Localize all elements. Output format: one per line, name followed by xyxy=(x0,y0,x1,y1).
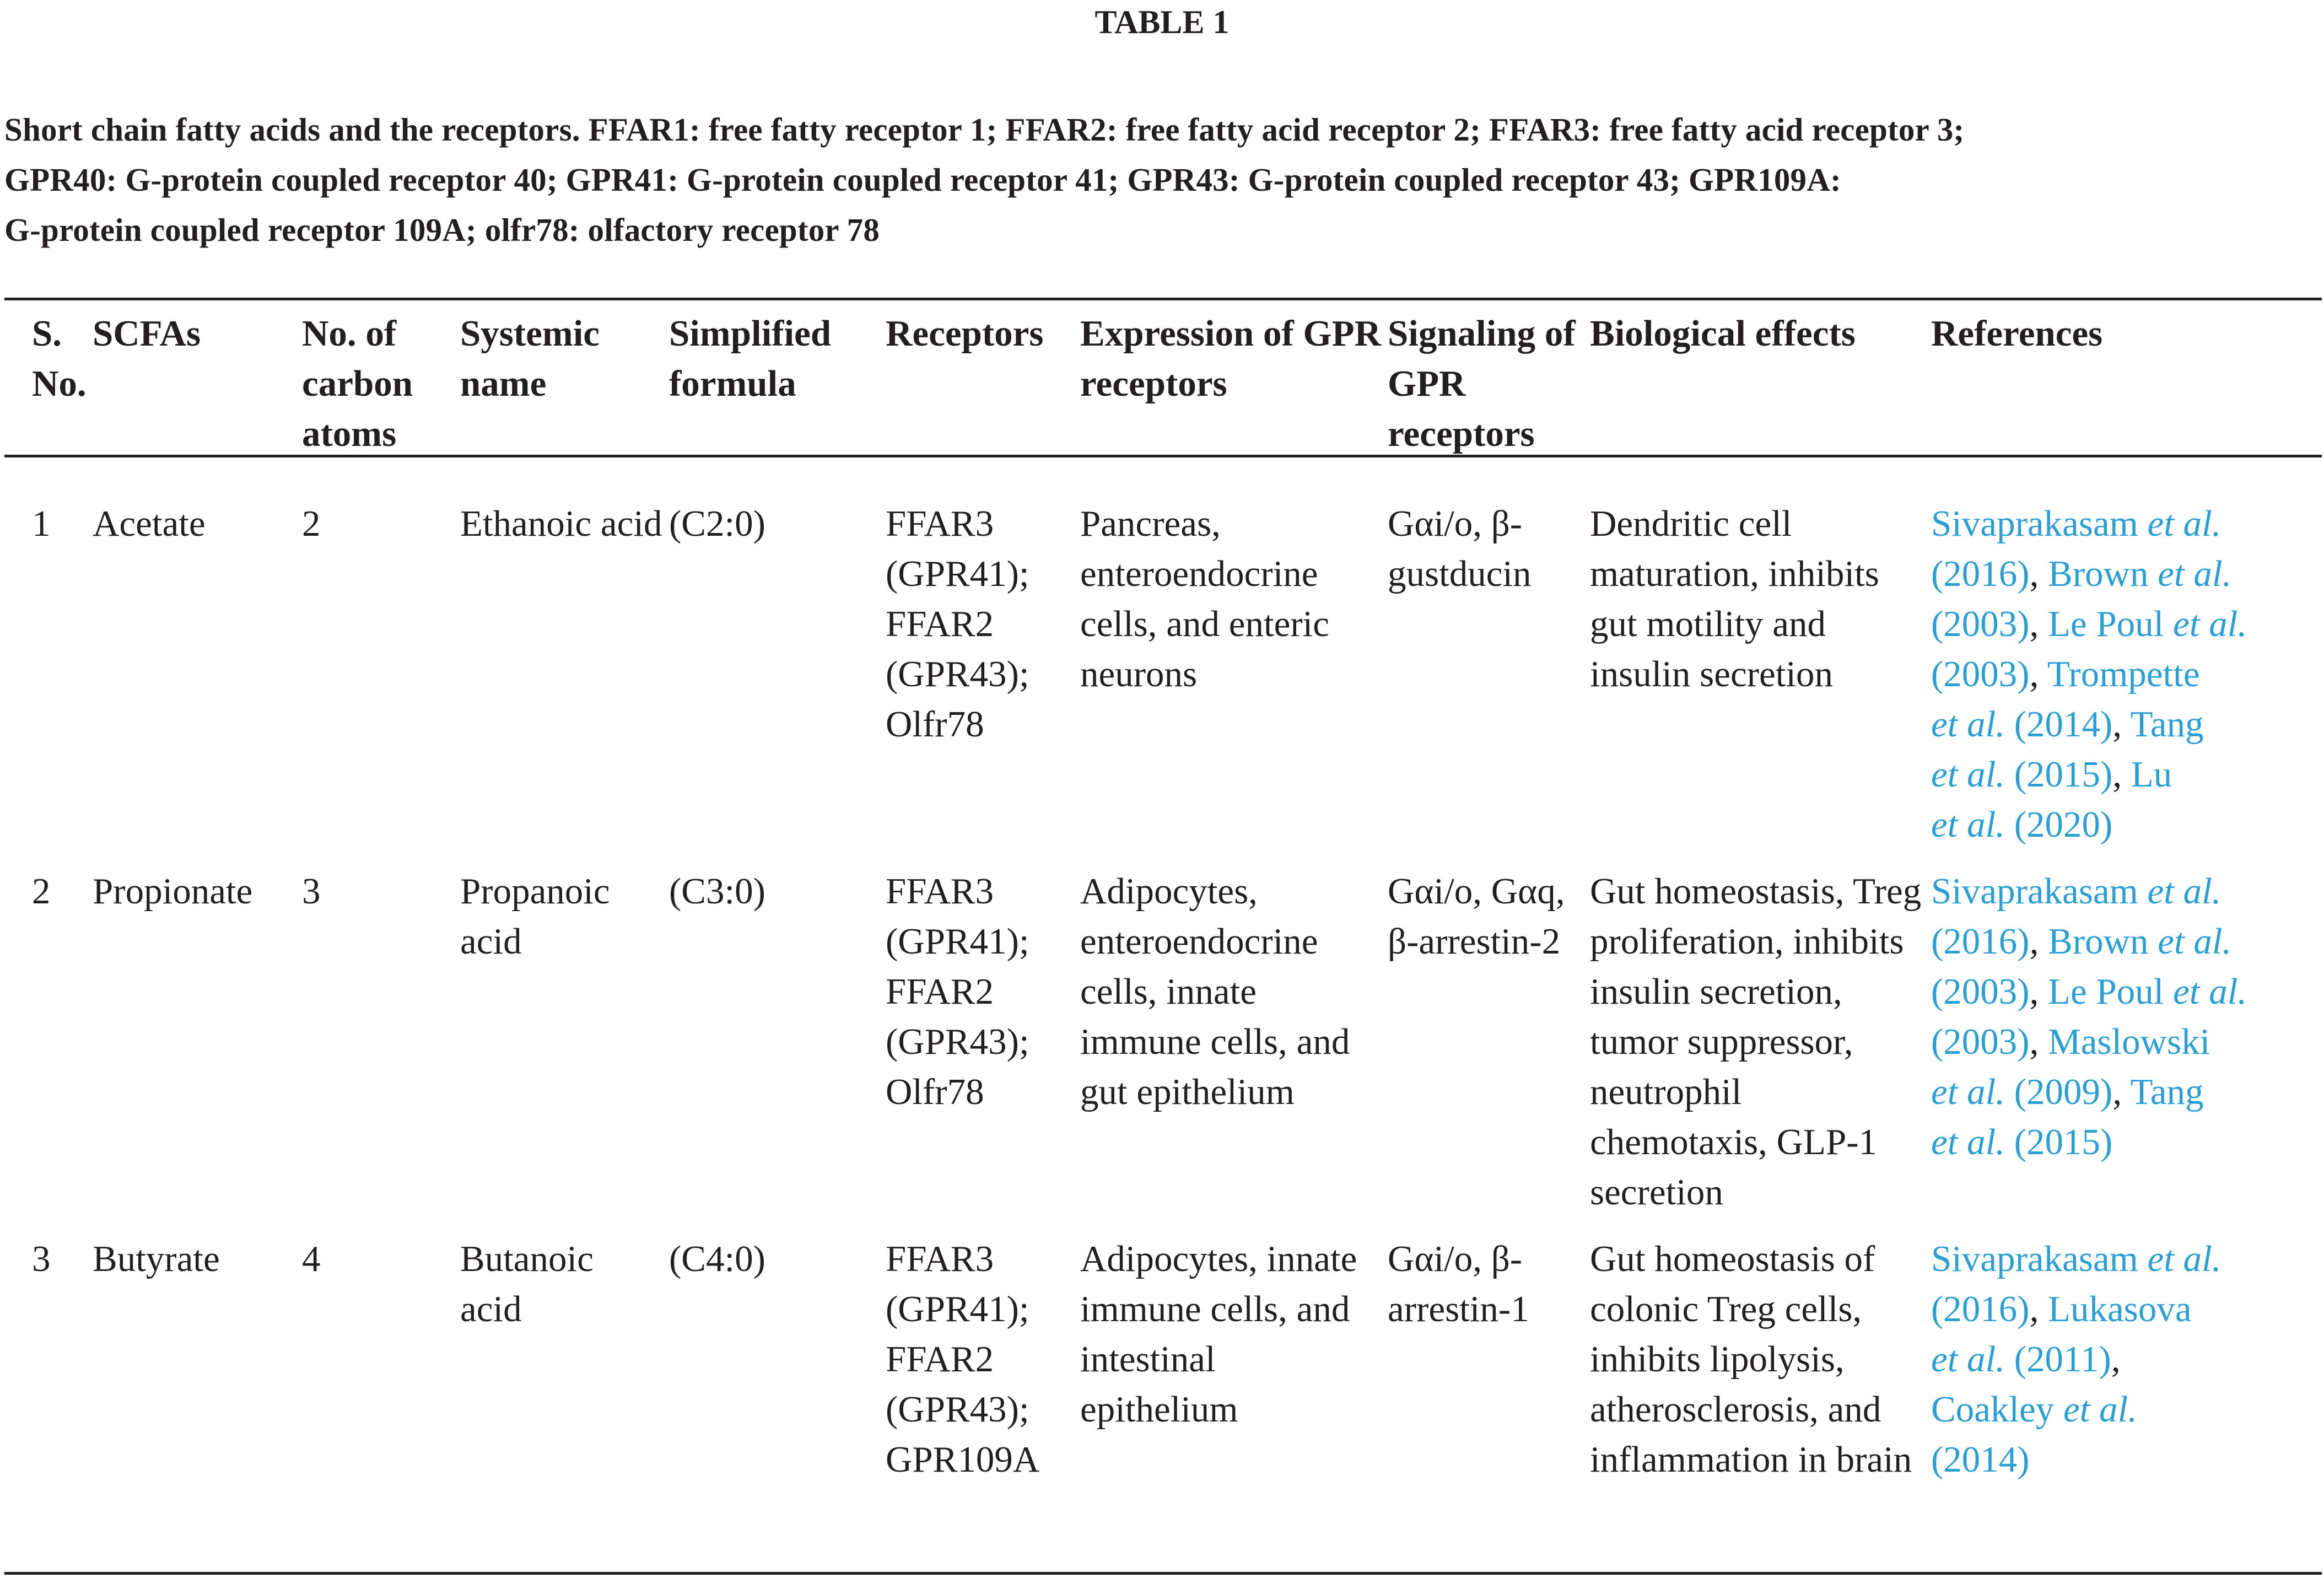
cell-systemic-name: Ethanoic acid xyxy=(460,503,662,544)
citation-link[interactable]: et al. xyxy=(1931,1339,2005,1380)
reference-line xyxy=(1931,1117,2316,1167)
citation-link[interactable]: Coakley et al. xyxy=(1931,1389,2137,1430)
table-bottom-rule xyxy=(4,1572,2322,1575)
citation-link[interactable]: (2016) xyxy=(1931,553,2030,594)
table-label: TABLE 1 xyxy=(1094,4,1230,40)
citation-link[interactable]: (2003) xyxy=(1931,604,2030,644)
cell-expression: Pancreas, enteroendocrine cells, and enteric neurons xyxy=(1080,503,1330,694)
cell-systemic-name: Propanoic acid xyxy=(460,871,610,962)
cell-signaling: Gαi/o, β-gustducin xyxy=(1388,503,1532,594)
col-header-sno: S. No. xyxy=(32,313,87,404)
reference-line xyxy=(1931,1234,2316,1284)
cell-references xyxy=(1931,850,2322,1218)
cell-formula: (C2:0) xyxy=(669,503,765,544)
citation-link[interactable]: Le Poul et al. xyxy=(2048,971,2247,1012)
cell-sno: 1 xyxy=(32,503,51,544)
reference-line xyxy=(1931,1385,2316,1435)
citation-link[interactable]: Sivaprakasam et al. xyxy=(1931,503,2221,544)
reference-line xyxy=(1931,599,2316,649)
citation-separator: , xyxy=(2112,1071,2131,1112)
citation-separator: , xyxy=(2029,971,2048,1012)
cell-effects: Dendritic cell maturation, inhibits gut motility and insulin secretion xyxy=(1590,503,1879,694)
cell-effects: Gut homeostasis of colonic Treg cells, inhibits lipolysis, atherosclerosis, and inflammation in brain xyxy=(1590,1238,1912,1480)
cell-receptors: FFAR3 (GPR41); FFAR2 (GPR43); Olfr78 xyxy=(886,503,1029,745)
citation-link[interactable]: Maslowski xyxy=(2048,1021,2210,1062)
header-row xyxy=(4,300,2322,475)
citation-link[interactable]: (2020) xyxy=(2004,804,2113,845)
reference-line xyxy=(1931,699,2316,750)
reference-line xyxy=(1931,800,2316,850)
citation-link[interactable]: Lu xyxy=(2131,754,2172,795)
reference-line xyxy=(1931,1435,2316,1485)
col-header-receptors: Receptors xyxy=(886,313,1044,354)
citation-link[interactable]: et al. xyxy=(1931,1071,2005,1112)
citation-separator: , xyxy=(2029,1289,2048,1329)
citation-link[interactable]: Tang xyxy=(2130,704,2204,745)
citation-link[interactable]: (2016) xyxy=(1931,1289,2030,1329)
cell-formula: (C3:0) xyxy=(669,871,765,912)
cell-systemic-name: Butanoic acid xyxy=(460,1238,594,1329)
citation-separator: , xyxy=(2111,1339,2121,1380)
reference-line xyxy=(1931,866,2316,917)
citation-separator: , xyxy=(2029,654,2047,694)
cell-signaling: Gαi/o, Gαq, β-arrestin-2 xyxy=(1388,871,1565,962)
cell-carbons: 3 xyxy=(302,871,321,912)
citation-separator: , xyxy=(2029,553,2048,594)
cell-scfa: Acetate xyxy=(93,503,206,544)
col-header-references: References xyxy=(1931,313,2103,354)
citation-separator: , xyxy=(2029,1021,2048,1062)
citation-link[interactable]: (2011) xyxy=(2004,1339,2111,1380)
caption-line: Short chain fatty acids and the receptors. FFAR1: free fatty receptor 1; FFAR2: free fatty acid receptor 2; FFAR3: free fatty acid receptor 3; xyxy=(4,111,1965,148)
citation-link[interactable]: Sivaprakasam et al. xyxy=(1931,1238,2221,1279)
cell-carbons: 4 xyxy=(302,1238,321,1279)
citation-separator: , xyxy=(2112,704,2131,745)
reference-line xyxy=(1931,917,2316,967)
cell-expression: Adipocytes, enteroendocrine cells, innate immune cells, and gut epithelium xyxy=(1080,871,1350,1112)
cell-scfa: Butyrate xyxy=(93,1238,220,1279)
citation-link[interactable]: Brown et al. xyxy=(2048,921,2232,962)
reference-line xyxy=(1931,649,2316,699)
citation-link[interactable]: (2016) xyxy=(1931,921,2030,962)
col-header-scfas: SCFAs xyxy=(93,313,201,354)
reference-line xyxy=(1931,499,2316,549)
citation-link[interactable]: Tang xyxy=(2130,1071,2204,1112)
cell-references xyxy=(1931,1218,2322,1485)
table-row xyxy=(4,1218,2322,1485)
citation-link[interactable]: (2014) xyxy=(2004,704,2113,745)
reference-line xyxy=(1931,1067,2316,1117)
citation-separator: , xyxy=(2112,754,2131,795)
citation-link[interactable]: et al. xyxy=(1931,804,2005,845)
citation-link[interactable]: (2003) xyxy=(1931,654,2030,694)
col-header-signaling: Signaling of GPR receptors xyxy=(1388,313,1576,454)
citation-link[interactable]: Sivaprakasam et al. xyxy=(1931,871,2221,912)
citation-link[interactable]: et al. xyxy=(1931,1122,2005,1162)
cell-references xyxy=(1931,475,2322,850)
cell-formula: (C4:0) xyxy=(669,1238,765,1279)
citation-link[interactable]: Brown et al. xyxy=(2048,553,2232,594)
citation-link[interactable]: (2003) xyxy=(1931,971,2030,1012)
cell-signaling: Gαi/o, β-arrestin-1 xyxy=(1388,1238,1529,1329)
citation-link[interactable]: (2003) xyxy=(1931,1021,2030,1062)
citation-link[interactable]: (2015) xyxy=(2004,754,2113,795)
cell-sno: 3 xyxy=(32,1238,51,1279)
cell-receptors: FFAR3 (GPR41); FFAR2 (GPR43); GPR109A xyxy=(886,1238,1040,1480)
citation-link[interactable]: (2009) xyxy=(2004,1071,2113,1112)
reference-line xyxy=(1931,750,2316,800)
table-caption xyxy=(4,105,2322,255)
citation-link[interactable]: Lukasova xyxy=(2048,1289,2192,1329)
col-header-biological-effects: Biological effects xyxy=(1590,313,1856,354)
reference-line xyxy=(1931,1284,2316,1334)
reference-line xyxy=(1931,967,2316,1017)
table-row xyxy=(4,850,2322,1218)
caption-line: GPR40: G-protein coupled receptor 40; GPR41: G-protein coupled receptor 41; GPR43: G-protein coupled receptor 43; GPR109A: xyxy=(4,161,1841,198)
cell-sno: 2 xyxy=(32,871,51,912)
citation-link[interactable]: et al. xyxy=(1931,704,2005,745)
reference-line xyxy=(1931,1334,2316,1385)
col-header-formula: Simplified formula xyxy=(669,313,832,404)
caption-line: G-protein coupled receptor 109A; olfr78: olfactory receptor 78 xyxy=(4,212,880,248)
reference-line xyxy=(1931,1017,2316,1067)
cell-receptors: FFAR3 (GPR41); FFAR2 (GPR43); Olfr78 xyxy=(886,871,1029,1112)
citation-link[interactable]: Le Poul et al. xyxy=(2048,604,2247,644)
cell-scfa: Propionate xyxy=(93,871,253,912)
cell-carbons: 2 xyxy=(302,503,321,544)
reference-line xyxy=(1931,549,2316,599)
citation-link[interactable]: et al. xyxy=(1931,754,2005,795)
citation-link[interactable]: (2014) xyxy=(1931,1439,2030,1480)
scfa-receptor-table xyxy=(4,300,2322,1485)
cell-effects: Gut homeostasis, Treg proliferation, inhibits insulin secretion, tumor suppressor, neutrophil chemotaxis, GLP-1 secretion xyxy=(1590,871,1922,1213)
cell-expression: Adipocytes, innate immune cells, and intestinal epithelium xyxy=(1080,1238,1357,1430)
table-row xyxy=(4,475,2322,850)
col-header-expression: Expression of GPR receptors xyxy=(1080,313,1381,404)
citation-link[interactable]: (2015) xyxy=(2004,1122,2113,1162)
citation-separator: , xyxy=(2029,921,2048,962)
citation-link[interactable]: Trompette xyxy=(2047,654,2200,694)
col-header-carbon-atoms: No. of carbon atoms xyxy=(302,313,413,454)
col-header-systemic-name: Systemic name xyxy=(460,313,600,404)
citation-separator: , xyxy=(2029,604,2048,644)
